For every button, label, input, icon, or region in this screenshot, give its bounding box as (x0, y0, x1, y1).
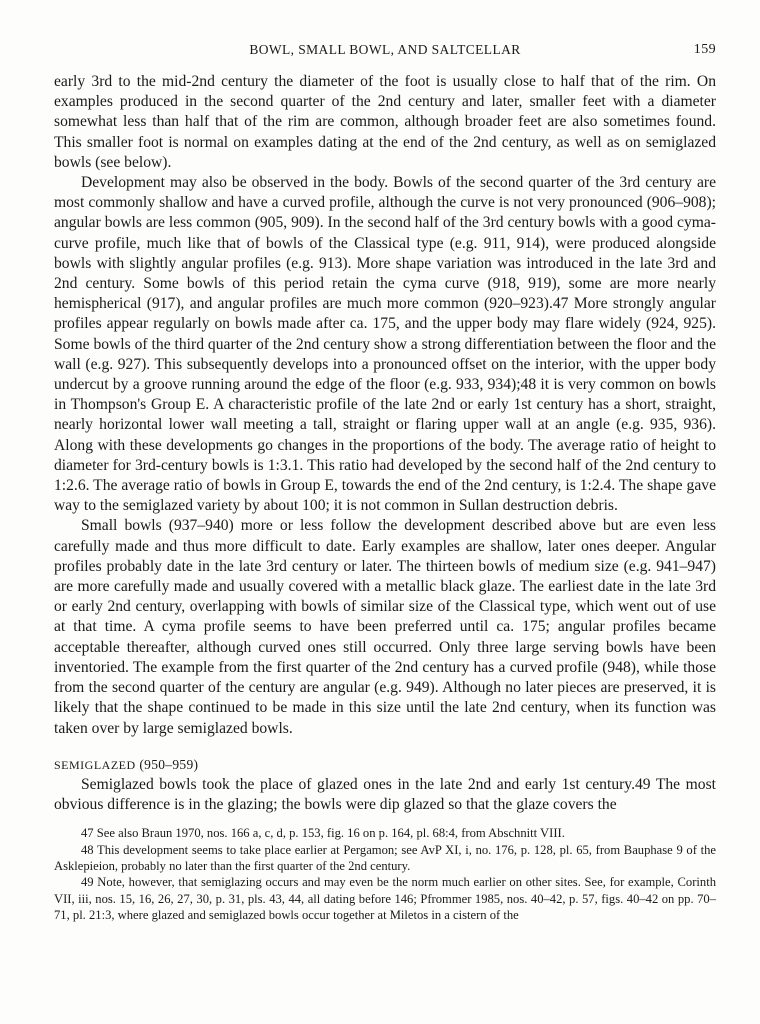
section-heading-range: (950–959) (139, 756, 199, 772)
section-body (54, 775, 716, 815)
running-title: BOWL, SMALL BOWL, AND SALTCELLAR (249, 42, 521, 57)
footnotes (54, 825, 716, 923)
paragraph: early 3rd to the mid-2nd century the diameter of the foot is usually close to half that of the rim. On examples produced in the second quarter of the 2nd century and later, smaller feet with a diameter somewhat less than half that of the rim are common, although broader feet are also sometimes found. This smaller foot is normal on examples dating at the end of the 2nd century, as well as on semiglazed bowls (see below). (54, 73, 716, 171)
footnote: 47 See also Braun 1970, nos. 166 a, c, d, p. 153, fig. 16 on p. 164, pl. 68:4, from Abschnitt VIII. (81, 826, 565, 841)
section-heading-title: SEMIGLAZED (54, 757, 136, 772)
paragraph: Semiglazed bowls took the place of glazed ones in the late 2nd and early 1st century.49 The most obvious difference is in the glazing; the bowls were dip glazed so that the glaze covers the (54, 775, 716, 813)
footnote: 48 This development seems to take place earlier at Pergamon; see AvP XI, i, no. 176, p. 128, pl. 65, from Bauphase 9 of the Asklepieion, probably no later than the first quarter of the 2nd century. (54, 842, 716, 873)
page-number: 159 (693, 42, 716, 57)
footnote: 49 Note, however, that semiglazing occurs and may even be the norm much earlier on other sites. See, for example, Corinth VII, iii, nos. 15, 16, 26, 27, 30, p. 31, pls. 43, 44, all dating before 146; Pfrommer 1985, nos. 40–42, p. 57, figs. 40–42 on pp. 70–71, pl. 21:3, where glazed and semiglazed bowls occur together at Miletos in a cistern of the (54, 875, 716, 923)
paragraph: Small bowls (937–940) more or less follow the development described above but are even less carefully made and thus more difficult to date. Early examples are shallow, later ones deeper. Angular profiles probably date in the late 3rd century or later. The thirteen bowls of medium size (e.g. 941–947) are more carefully made and usually covered with a metallic black glaze. The earliest date in the late 3rd or early 2nd century, overlapping with bowls of similar size of the Classical type, which went out of use at that time. A cyma profile seems to have been preferred until ca. 175; angular profiles became acceptable thereafter, although curved ones still occurred. Only three large serving bowls have been inventoried. The example from the first quarter of the 2nd century has a curved profile (948), while those from the second quarter of the century are angular (e.g. 949). Although no later pieces are preserved, it is likely that the shape continued to be made in this size until the late 2nd century, when its function was taken over by large semiglazed bowls. (54, 517, 716, 737)
section-heading (54, 755, 716, 775)
paragraph: Development may also be observed in the body. Bowls of the second quarter of the 3rd century are most commonly shallow and have a curved profile, although the curve is not very pronounced (906–908); angular bowls are less common (905, 909). In the second half of the 3rd century bowls with a good cyma-curve profile, much like that of bowls of the Classical type (e.g. 911, 914), were produced alongside bowls with slightly angular profiles (e.g. 913). More shape variation was introduced in the late 3rd and 2nd century. Some bowls of this period retain the cyma curve (918, 919), some are more nearly hemispherical (917), and angular profiles are much more common (920–923).47 More strongly angular profiles appear regularly on bowls made after ca. 175, and the upper body may flare widely (924, 925). Some bowls of the third quarter of the 2nd century show a strong differentiation between the floor and the wall (e.g. 927). This subsequently develops into a pronounced offset on the interior, with the upper body undercut by a groove running around the edge of the floor (e.g. 933, 934);48 it is very common on bowls in Thompson's Group E. A characteristic profile of the late 2nd or early 1st century has a short, straight, nearly horizontal lower wall meeting a tall, straight or flaring upper wall at an angle (e.g. 935, 936). Along with these developments go changes in the proportions of the body. The average ratio of height to diameter for 3rd-century bowls is 1:3.1. This ratio had developed by the second half of the 2nd century to 1:2.6. The average ratio of bowls in Group E, towards the end of the 2nd century, is 1:2.4. The shape gave way to the semiglazed variety by about 100; it is not common in Sullan destruction debris. (54, 174, 716, 515)
body-text (54, 72, 716, 739)
page-header (54, 42, 716, 72)
